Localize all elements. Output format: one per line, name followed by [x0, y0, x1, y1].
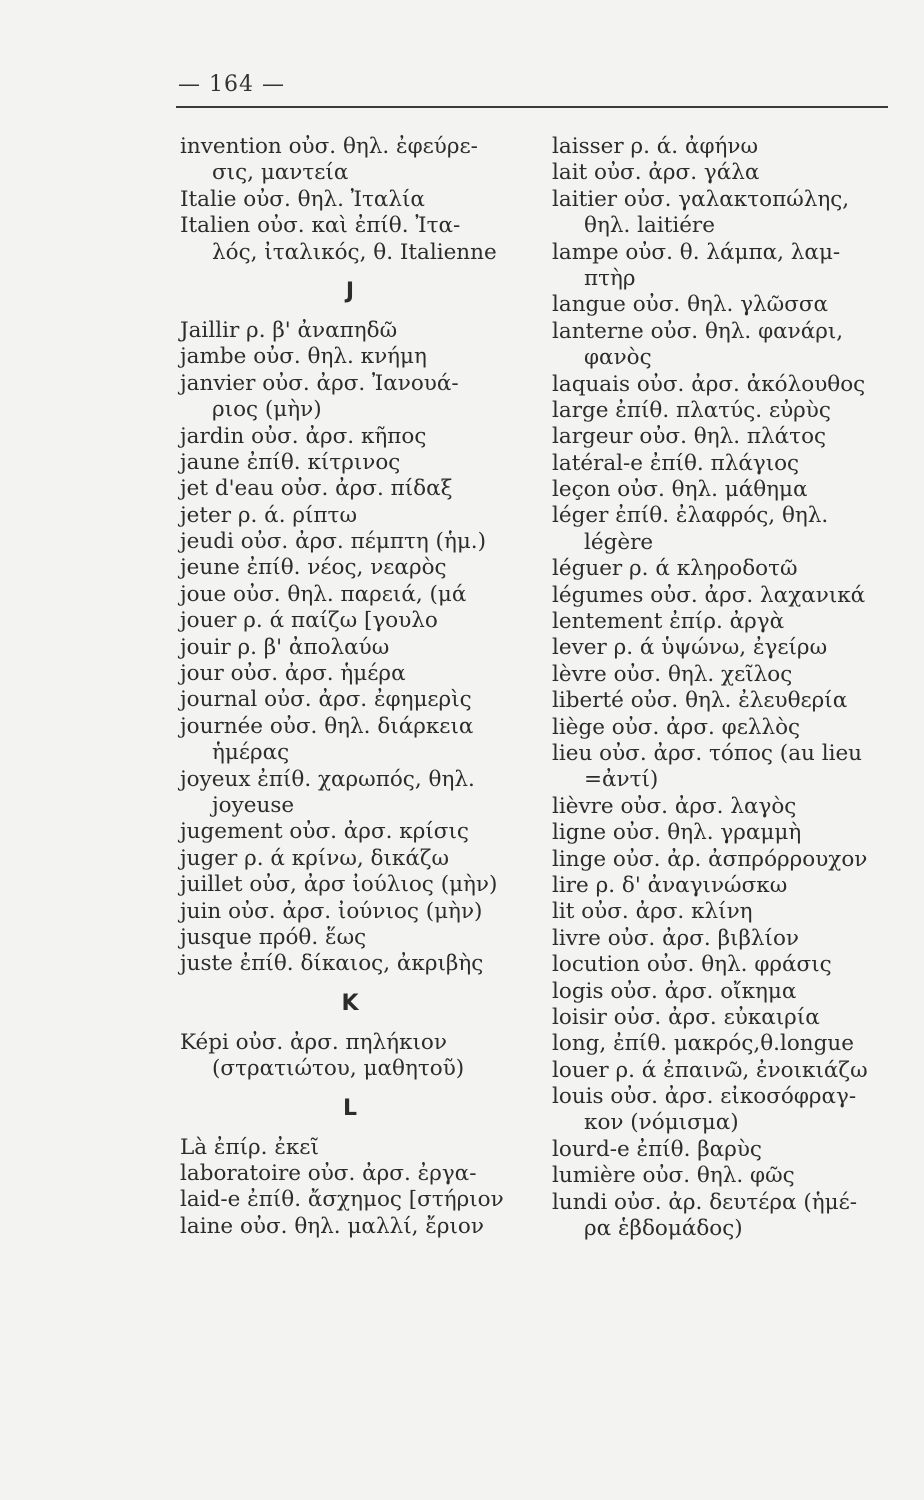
dictionary-entry: juin οὐσ. ἀρσ. ἰούνιος (μὴν): [180, 898, 483, 924]
page-number: — 164 —: [178, 72, 285, 97]
dictionary-entry: léger ἐπίθ. ἐλαφρός, θηλ.: [552, 503, 829, 529]
entry-continuation: ἡμέρας: [212, 740, 290, 766]
dictionary-entry: long, ἐπίθ. μακρός,θ.longue: [552, 1031, 854, 1057]
dictionary-entry: laisser ρ. ά. ἀφήνω: [552, 134, 759, 159]
dictionary-entry: lumière οὐσ. θηλ. φῶς: [552, 1163, 795, 1189]
dictionary-entry: lourd-e ἐπίθ. βαρὺς: [552, 1136, 762, 1162]
dictionary-entry: jet d'eau οὐσ. ἀρσ. πίδαξ: [180, 476, 453, 502]
dictionary-entry: linge οὐσ. ἀρ. ἀσπρόρρουχον: [552, 846, 868, 872]
dictionary-entry: laboratoire οὐσ. ἀρσ. ἐργα-: [180, 1160, 477, 1186]
entry-continuation: (στρατιώτου, μαθητοῦ): [212, 1056, 465, 1082]
dictionary-entry: jugement οὐσ. ἀρσ. κρίσις: [180, 819, 469, 845]
dictionary-entry: jaune ἐπίθ. κίτρινος: [180, 449, 401, 475]
dictionary-entry: lieu οὐσ. ἀρσ. τόπος (au lieu: [552, 740, 863, 766]
entry-continuation: joyeuse: [212, 792, 295, 818]
dictionary-entry: jeter ρ. ά. ρίπτω: [180, 502, 357, 528]
dictionary-entry: langue οὐσ. θηλ. γλῶσσα: [552, 292, 829, 318]
dictionary-entry: Italien οὐσ. καὶ ἐπίθ. Ἰτα-: [180, 213, 461, 239]
dictionary-entry: jouer ρ. ά παίζω [γουλο: [180, 608, 438, 634]
dictionary-entry: lentement ἐπίρ. ἀργὰ: [552, 609, 785, 635]
dictionary-entry: Italie οὐσ. θηλ. Ἰταλία: [180, 186, 425, 212]
dictionary-entry: lampe οὐσ. θ. λάμπα, λαμ-: [552, 239, 841, 265]
dictionary-entry: jour οὐσ. ἀρσ. ἡμέρα: [180, 661, 406, 687]
left-column: [180, 134, 540, 1240]
section-letter: J: [345, 278, 355, 304]
dictionary-entry: léguer ρ. ά κληροδοτῶ: [552, 556, 798, 582]
dictionary-entry: jambe οὐσ. θηλ. κνήμη: [180, 344, 427, 370]
entry-continuation: ρα ἑβδομάδος): [584, 1216, 743, 1242]
entry-continuation: λός, ἰταλικός, θ. Italienne: [212, 239, 497, 265]
dictionary-entry: lanterne οὐσ. θηλ. φανάρι,: [552, 318, 844, 344]
dictionary-entry: joyeux ἐπίθ. χαρωπός, θηλ.: [180, 766, 475, 792]
dictionary-entry: Képi οὐσ. ἀρσ. πηλήκιον: [180, 1029, 447, 1055]
dictionary-entry: louer ρ. ά ἐπαινῶ, ἐνοικιάζω: [552, 1057, 868, 1083]
dictionary-entry: leçon οὐσ. θηλ. μάθημα: [552, 477, 808, 503]
dictionary-entry: logis οὐσ. ἀρσ. οἴκημα: [552, 978, 797, 1004]
dictionary-entry: jardin οὐσ. ἀρσ. κῆπος: [180, 423, 427, 449]
dictionary-entry: livre οὐσ. ἀρσ. βιβλίον: [552, 925, 799, 951]
dictionary-entry: janvier οὐσ. ἀρσ. Ἰανουά-: [180, 370, 459, 396]
dictionary-entry: journée οὐσ. θηλ. διάρκεια: [180, 713, 474, 739]
dictionary-entry: loisir οὐσ. ἀρσ. εὐκαιρία: [552, 1004, 820, 1030]
dictionary-entry: laquais οὐσ. ἀρσ. ἀκόλουθος: [552, 371, 866, 397]
dictionary-entry: jusque πρόθ. ἕως: [180, 924, 367, 950]
dictionary-entry: lever ρ. ά ὑψώνω, ἐγείρω: [552, 635, 828, 661]
section-letter: K: [341, 990, 359, 1016]
dictionary-entry: juger ρ. ά κρίνω, δικάζω: [180, 845, 450, 871]
section-letter: L: [342, 1095, 358, 1121]
dictionary-entry: jeudi οὐσ. ἀρσ. πέμπτη (ἡμ.): [180, 529, 487, 555]
dictionary-entry: ligne οὐσ. θηλ. γραμμὴ: [552, 820, 802, 846]
dictionary-entry: lire ρ. δ' ἀναγινώσκω: [552, 872, 788, 898]
entry-continuation: =ἀντί): [584, 767, 659, 793]
dictionary-entry: légumes οὐσ. ἀρσ. λαχανικά: [552, 582, 866, 608]
entry-continuation: φανὸς: [584, 345, 652, 371]
dictionary-entry: largeur οὐσ. θηλ. πλάτος: [552, 424, 827, 450]
dictionary-entry: latéral-e ἐπίθ. πλάγιος: [552, 450, 800, 476]
dictionary-entry: locution οὐσ. θηλ. φράσις: [552, 952, 832, 978]
dictionary-entry: journal οὐσ. ἀρσ. ἐφημερὶς: [180, 687, 472, 713]
dictionary-entry: lièvre οὐσ. ἀρσ. λαγὸς: [552, 793, 797, 819]
dictionary-entry: Là ἐπίρ. ἐκεῖ: [180, 1134, 319, 1160]
header-rule: [176, 106, 888, 108]
dictionary-entry: lundi οὐσ. ἀρ. δευτέρα (ἡμέ-: [552, 1189, 858, 1215]
dictionary-entry: jeune ἐπίθ. νέος, νεαρὸς: [180, 555, 447, 581]
dictionary-entry: juillet οὐσ, ἀρσ ἰούλιος (μὴν): [180, 872, 498, 898]
dictionary-entry: laitier οὐσ. γαλακτοπώλης,: [552, 186, 850, 212]
dictionary-entry: liberté οὐσ. θηλ. ἐλευθερία: [552, 688, 848, 714]
entry-continuation: θηλ. laitiére: [584, 213, 715, 239]
dictionary-entry: louis οὐσ. ἀρσ. εἰκοσόφραγ-: [552, 1084, 857, 1110]
dictionary-entry: lit οὐσ. ἀρσ. κλίνη: [552, 899, 753, 925]
dictionary-entry: large ἐπίθ. πλατύς. εὐρὺς: [552, 397, 831, 423]
entry-continuation: κον (νόμισμα): [584, 1110, 739, 1136]
entry-continuation: ριος (μὴν): [212, 397, 322, 423]
dictionary-entry: jouir ρ. β' ἀπολαύω: [180, 634, 390, 660]
right-column: [552, 134, 892, 1242]
dictionary-entry: lèvre οὐσ. θηλ. χεῖλος: [552, 661, 793, 687]
entry-continuation: légère: [584, 529, 654, 555]
dictionary-entry: laid-e ἐπίθ. ἄσχημος [στήριον: [180, 1187, 504, 1213]
dictionary-entry: invention οὐσ. θηλ. ἐφεύρε-: [180, 134, 478, 159]
dictionary-entry: laine οὐσ. θηλ. μαλλί, ἔριον: [180, 1213, 484, 1239]
dictionary-entry: joue οὐσ. θηλ. παρειά, (μά: [180, 581, 467, 607]
dictionary-entry: Jaillir ρ. β' ἀναπηδῶ: [180, 317, 398, 343]
dictionary-entry: juste ἐπίθ. δίκαιος, ἀκριβὴς: [180, 951, 484, 977]
dictionary-entry: lait οὐσ. ἀρσ. γάλα: [552, 160, 760, 186]
dictionary-entry: liège οὐσ. ἀρσ. φελλὸς: [552, 714, 801, 740]
entry-continuation: πτὴρ: [584, 265, 636, 291]
entry-continuation: σις, μαντεία: [212, 160, 349, 186]
